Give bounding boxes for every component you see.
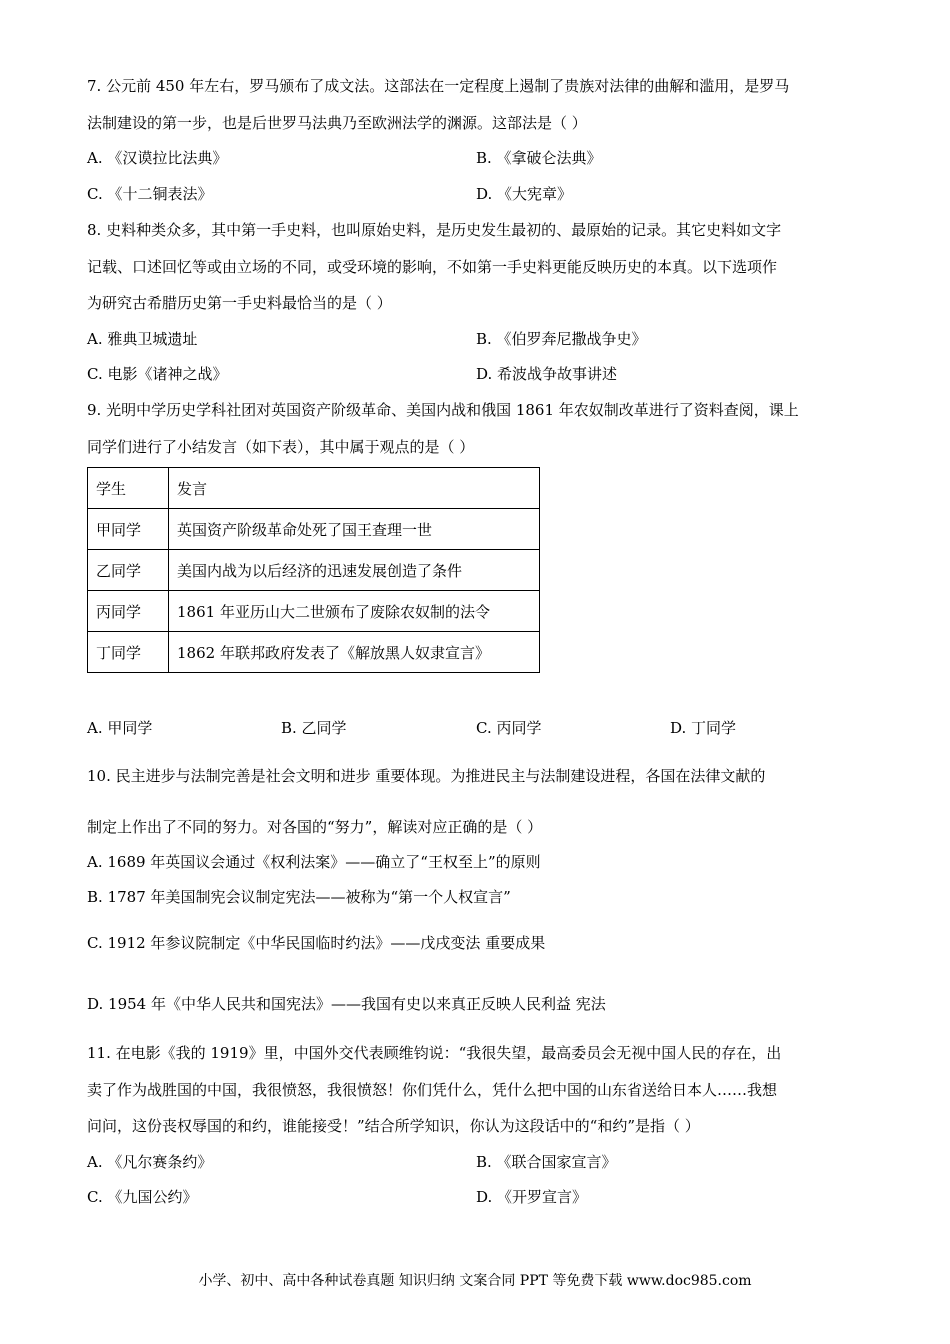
table-header-student: 学生 [88,468,169,509]
q7-option-b: B. 《拿破仑法典》 [476,149,602,167]
q8-option-b: B. 《伯罗奔尼撒战争史》 [476,330,647,348]
q9-option-d: D. 丁同学 [670,719,737,737]
q8-option-d: D. 希波战争故事讲述 [476,365,618,383]
table-header-speech: 发言 [169,468,540,509]
q10-stem-line1: 10. 民主进步与法制完善是社会文明和进步 重要体现。为推进民主与法制建设进程，各国在法律文献的 [87,767,766,785]
q10-stem-line2: 制定上作出了不同的努力。对各国的“努力”，解读对应正确的是（ ） [87,818,543,836]
table-cell-speech: 1861 年亚历山大二世颁布了废除农奴制的法令 [169,591,540,632]
q11-stem-line3: 问问，这份丧权辱国的和约，谁能接受！”结合所学知识，你认为这段话中的“和约”是指（ ） [87,1117,700,1135]
q9-stem-line2: 同学们进行了小结发言（如下表），其中属于观点的是（ ） [87,438,475,456]
q7-option-a: A. 《汉谟拉比法典》 [87,149,228,167]
q8-stem-line2: 记载、口述回忆等或由立场的不同，或受环境的影响，不如第一手史料更能反映历史的本真。以下选项作 [87,258,778,276]
q9-option-b: B. 乙同学 [281,719,347,737]
table-cell-speech: 1862 年联邦政府发表了《解放黑人奴隶宣言》 [169,632,540,673]
q10-option-d: D. 1954 年《中华人民共和国宪法》——我国有史以来真正反映人民利益 宪法 [87,995,606,1013]
q10-option-b: B. 1787 年美国制宪会议制定宪法——被称为“第一个人权宣言” [87,888,511,906]
q10-option-c: C. 1912 年参议院制定《中华民国临时约法》——戊戌变法 重要成果 [87,934,546,952]
q7-option-c: C. 《十二铜表法》 [87,185,213,203]
table-cell-student: 丁同学 [88,632,169,673]
q9-option-c: C. 丙同学 [476,719,542,737]
q7-stem-line2: 法制建设的第一步，也是后世罗马法典乃至欧洲法学的渊源。这部法是（ ） [87,114,587,132]
q7-stem-line1: 7. 公元前 450 年左右，罗马颁布了成文法。这部法在一定程度上遏制了贵族对法律的曲解和滥用，是罗马 [87,77,790,95]
table-row [88,509,540,550]
q8-option-c: C. 电影《诸神之战》 [87,365,228,383]
q8-stem-line1: 8. 史料种类众多，其中第一手史料，也叫原始史料，是历史发生最初的、最原始的记录。其它史料如文字 [87,221,782,239]
q11-option-b: B. 《联合国家宣言》 [476,1153,617,1171]
q11-stem-line1: 11. 在电影《我的 1919》里，中国外交代表顾维钧说：“我很失望，最高委员会无视中国人民的存在，出 [87,1044,782,1062]
table-row [88,550,540,591]
table-cell-speech: 美国内战为以后经济的迅速发展创造了条件 [169,550,540,591]
table-header-row [88,468,540,509]
q11-option-c: C. 《九国公约》 [87,1188,198,1206]
q10-option-a: A. 1689 年英国议会通过《权利法案》——确立了“王权至上”的原则 [87,853,541,871]
q8-option-a: A. 雅典卫城遗址 [87,330,198,348]
q11-stem-line2: 卖了作为战胜国的中国，我很愤怒，我很愤怒！你们凭什么，凭什么把中国的山东省送给日本人……我想 [87,1081,778,1099]
table-cell-student: 丙同学 [88,591,169,632]
q11-option-d: D. 《开罗宣言》 [476,1188,588,1206]
q9-table [87,467,540,673]
table-row [88,632,540,673]
table-cell-speech: 英国资产阶级革命处死了国王查理一世 [169,509,540,550]
q9-option-a: A. 甲同学 [87,719,153,737]
q11-option-a: A. 《凡尔赛条约》 [87,1153,213,1171]
table-row [88,591,540,632]
q9-stem-line1: 9. 光明中学历史学科社团对英国资产阶级革命、美国内战和俄国 1861 年农奴制改革进行了资料查阅，课上 [87,401,799,419]
q8-stem-line3: 为研究古希腊历史第一手史料最恰当的是（ ） [87,294,392,312]
page-footer: 小学、初中、高中各种试卷真题 知识归纳 文案合同 PPT 等免费下载 www.doc985.com [198,1273,752,1289]
table-cell-student: 乙同学 [88,550,169,591]
table-cell-student: 甲同学 [88,509,169,550]
q7-option-d: D. 《大宪章》 [476,185,573,203]
